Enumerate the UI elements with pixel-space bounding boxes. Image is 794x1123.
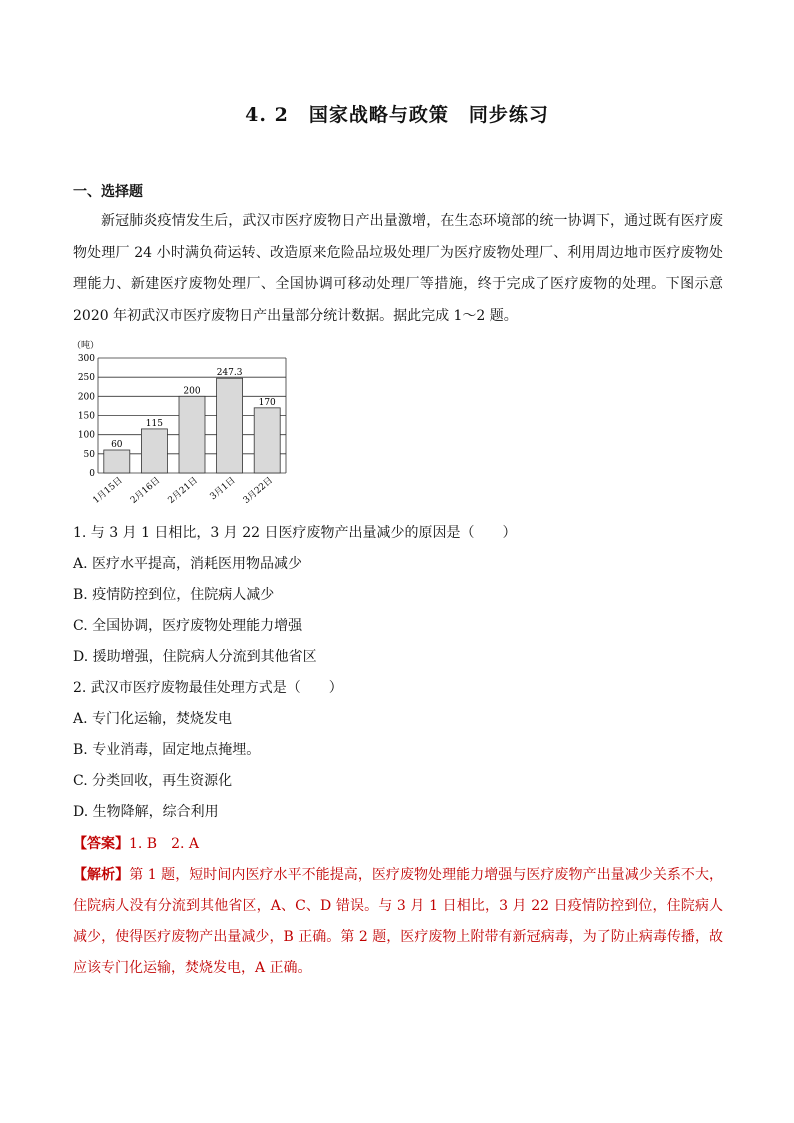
- question-2-option-d: D. 生物降解，综合利用: [73, 804, 219, 820]
- analysis-paragraph: [73, 860, 723, 984]
- y-tick-label: 150: [77, 411, 95, 422]
- bar: [141, 429, 167, 473]
- section-heading: 一、选择题: [73, 184, 143, 200]
- bar: [104, 450, 130, 473]
- x-tick-label: 3月22日: [241, 475, 276, 506]
- page-title: 4. 2 国家战略与政策 同步练习: [245, 104, 549, 126]
- y-tick-label: 0: [89, 469, 95, 479]
- bar-value-label: 247.3: [216, 368, 243, 379]
- question-1-stem: 1. 与 3 月 1 日相比，3 月 22 日医疗废物产出量减少的原因是（ ）: [73, 525, 517, 541]
- y-tick-label: 100: [77, 430, 95, 441]
- y-tick-label: 300: [77, 354, 95, 364]
- question-1-option-b: B. 疫情防控到位，住院病人减少: [73, 587, 275, 603]
- question-2-option-c: C. 分类回收，再生资源化: [73, 773, 233, 789]
- answer-line: [73, 833, 199, 853]
- bar-value-label: 200: [183, 386, 201, 397]
- x-tick-label: 3月1日: [208, 475, 238, 503]
- question-2-option-b: B. 专业消毒，固定地点掩埋。: [73, 742, 261, 758]
- question-1-option-d: D. 援助增强，住院病人分流到其他省区: [73, 649, 317, 665]
- answer-tag: 【答案】: [73, 836, 129, 852]
- question-2-stem: 2. 武汉市医疗废物最佳处理方式是（ ）: [73, 680, 343, 696]
- question-2-option-a: A. 专门化运输，焚烧发电: [73, 711, 233, 727]
- y-tick-labels: [78, 354, 95, 479]
- question-1-option-a: A. 医疗水平提高，消耗医用物品减少: [73, 556, 303, 572]
- y-tick-label: 250: [77, 373, 95, 384]
- x-tick-labels: [91, 475, 275, 506]
- x-tick-label: 1月15日: [91, 475, 125, 506]
- answer-text: 1. B 2. A: [129, 836, 200, 852]
- bar: [254, 408, 280, 473]
- analysis-tag: 【解析】: [73, 867, 130, 883]
- analysis-text: 第 1 题，短时间内医疗水平不能提高，医疗废物处理能力增强与医疗废物产出量减少关系不大，住院病人没有分流到其他省区，A、C、D 错误。与 3 月 1 日相比，3 月 22 日疫情防控到位，住院病人减少，使得医疗废物产出量减少，B 正确。第 2 题，医疗废物上附带有新冠病毒，为了防止病毒传播，故应该专门化运输，焚烧发电，A 正确。: [73, 867, 724, 976]
- intro-paragraph: 新冠肺炎疫情发生后，武汉市医疗废物日产出量激增，在生态环境部的统一协调下，通过既有医疗废物处理厂 24 小时满负荷运转、改造原来危险品垃圾处理厂为医疗废物处理厂、利用周边地市医疗废物处理能力、新建医疗废物处理厂、全国协调可移动处理厂等措施，终于完成了医疗废物的处理。下图示意 2020 年初武汉市医疗废物日产出量部分统计数据。据此完成 1～2 题。: [73, 213, 723, 324]
- y-tick-label: 200: [77, 392, 95, 403]
- bar-value-label: 60: [111, 440, 123, 450]
- bar: [217, 378, 243, 473]
- y-tick-label: 50: [83, 449, 95, 460]
- x-tick-label: 2月21日: [166, 475, 200, 506]
- question-1-option-c: C. 全国协调，医疗废物处理能力增强: [73, 618, 303, 634]
- bar-chart: [72, 340, 312, 520]
- bar-value-label: 170: [258, 397, 276, 408]
- bar-value-label: 115: [145, 418, 163, 429]
- bar: [179, 396, 205, 473]
- y-axis-label: （吨）: [72, 341, 100, 351]
- x-tick-label: 2月16日: [128, 475, 163, 506]
